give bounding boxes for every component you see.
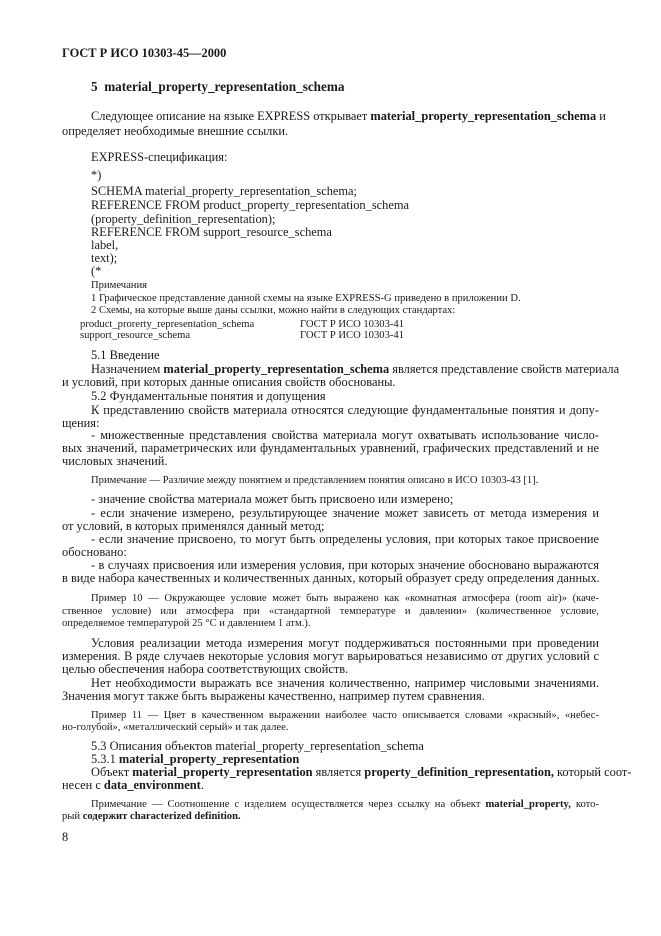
example-10-line-2: ственное условие) или атмосфера при «стандартной температуре и давлении» (количественное условие, [62, 606, 599, 617]
ref-schema-name: product_prorerty_representation_schema [80, 319, 255, 330]
s51-line-1: Назначением material_property_representation_schema является представление свойств материала [91, 362, 620, 376]
bullet-3-line-2: от условий, в которых применялся данный метод; [62, 519, 325, 533]
section-5-3-heading: 5.3 Описания объектов material_property_representation_schema [91, 739, 424, 753]
express-line: (* [91, 264, 102, 278]
bullet-3-line-1: - если значение измерено, результирующее значение может зависеть от метода измерения и [91, 506, 599, 520]
document-header: ГОСТ Р ИСО 10303-45—2000 [62, 46, 227, 60]
ref-standard: ГОСТ Р ИСО 10303-41 [300, 330, 404, 341]
s52-p2-line-2: измерения. В ряде случаев некоторые условия могут варьироваться независимо от других условий с [62, 649, 599, 663]
note-product-line-2: рый содержит characterized definition. [62, 811, 241, 822]
express-line: *) [91, 168, 102, 182]
express-label: EXPRESS-спецификация: [91, 150, 228, 164]
bullet-1-line-1: - множественные представления свойства материала могут охватывать использование число- [91, 428, 599, 442]
note-product-line-1: Примечание — Соотношение с изделием осуществляется через ссылку на объект material_property, кото- [91, 799, 599, 810]
s52-p3-line-2: Значения могут также быть выражены качественно, например путем сравнения. [62, 689, 485, 703]
example-10-line-3: определяемое температурой 25 °С и давлением 1 атм.). [62, 618, 311, 629]
notes-title: Примечания [91, 280, 147, 291]
note-1: 1 Графическое представление данной схемы на языке EXPRESS-G приведено в приложении D. [91, 293, 521, 304]
express-line: REFERENCE FROM support_resource_schema [91, 225, 332, 239]
example-10-line-1: Пример 10 — Окружающее условие может быть выражено как «комнатная атмосфера (room air)» (каче- [91, 593, 599, 604]
s52-p1-line-2: щения: [62, 416, 100, 430]
s52-p2-line-3: целью обеспечения набора соответствующих свойств. [62, 662, 349, 676]
bullet-5-line-1: - в случаях присвоения или измерения условия, при которых значение обосновано выражаются [91, 558, 599, 572]
s531-line-2: несен с data_environment. [62, 778, 204, 792]
intro-line-2: определяет необходимые внешние ссылки. [62, 124, 289, 138]
s52-p1-line-1: К представлению свойств материала относятся следующие фундаментальные понятия и допу- [91, 403, 599, 417]
bullet-4-line-2: обосновано: [62, 545, 127, 559]
section-title: material_property_representation_schema [104, 79, 345, 94]
example-11-line-1: Пример 11 — Цвет в качественном выражении наиболее часто описывается словами «красный», «небес- [91, 710, 599, 721]
s52-p2-line-1: Условия реализации метода измерения могут поддерживаться постоянными при проведении [91, 636, 599, 650]
s51-line-2: и условий, при которых данные описания свойств обоснованы. [62, 375, 396, 389]
ref-standard: ГОСТ Р ИСО 10303-41 [300, 319, 404, 330]
example-11-line-2: но-голубой», «металлический серый» и так далее. [62, 722, 289, 733]
note-2: 2 Схемы, на которые выше даны ссылки, можно найти в следующих стандартах: [91, 305, 456, 316]
note-concept: Примечание — Различие между понятием и представлением понятия описано в ИСО 10303-43 [1]. [91, 475, 539, 486]
bullet-4-line-1: - если значение присвоено, то могут быть определены условия, при которых такое присвоение [91, 532, 599, 546]
intro-line-1: Следующее описание на языке EXPRESS открывает material_property_representation_schema и [91, 109, 606, 123]
ref-schema-name: support_resource_schema [80, 330, 191, 341]
bullet-5-line-2: в виде набора качественных и количественных данных, который образует среду определения данных. [62, 571, 600, 585]
express-line: REFERENCE FROM product_property_representation_schema [91, 198, 409, 212]
express-line: text); [91, 251, 118, 265]
bullet-2: - значение свойства материала может быть присвоено или измерено; [91, 492, 454, 506]
page-number: 8 [62, 830, 69, 844]
bullet-1-line-3: числовых значений. [62, 454, 168, 468]
section-5-3-1-heading: 5.3.1 material_property_representation [91, 752, 300, 766]
express-line: (property_definition_representation); [91, 212, 276, 226]
section-number: 5 [91, 79, 98, 94]
section-5-1-heading: 5.1 Введение [91, 348, 160, 362]
section-5-heading [91, 80, 344, 94]
s531-line-1: Объект material_property_representation является property_definition_representation, который соот- [91, 765, 632, 779]
section-5-2-heading: 5.2 Фундаментальные понятия и допущения [91, 389, 326, 403]
s52-p3-line-1: Нет необходимости выражать все значения количественно, например числовыми значениями. [91, 676, 599, 690]
express-line: SCHEMA material_property_representation_schema; [91, 184, 357, 198]
bullet-1-line-2: вых значений, параметрических или фундаментальных уравнений, графических представлений и не [62, 441, 599, 455]
express-line: label, [91, 238, 119, 252]
